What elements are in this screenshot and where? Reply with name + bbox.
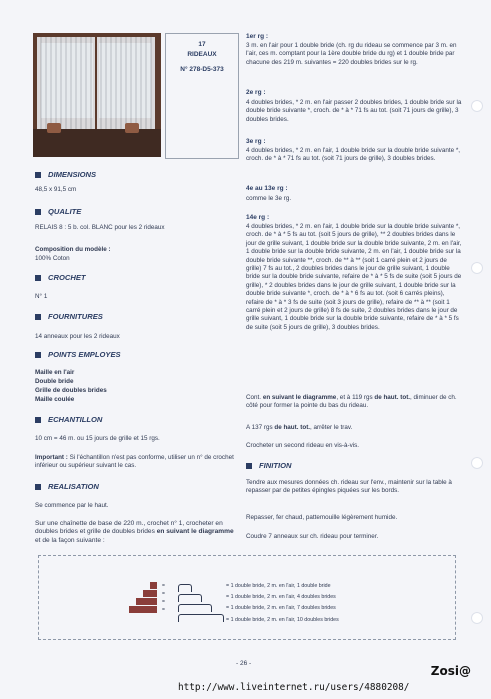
bullet-square: [35, 314, 41, 320]
binder-hole: [471, 262, 483, 274]
legend-cell: [136, 606, 143, 613]
model-number: 17: [198, 41, 206, 48]
legend-item: = 1 double bride, 2 m. en l'air, 1 double bride: [226, 583, 331, 589]
section-points: [35, 350, 121, 359]
row3-title: 3e rg :: [246, 138, 266, 145]
crochet-text: N° 1: [35, 293, 48, 300]
model-title: RIDEAUX: [187, 51, 217, 58]
section-title: ECHANTILLON: [48, 415, 103, 424]
section-title: FOURNITURES: [48, 312, 103, 321]
legend-cell: [150, 606, 157, 613]
continue-mid: , et à 119 rgs: [336, 394, 375, 401]
section-title: FINITION: [259, 461, 292, 470]
section-dimensions: [35, 170, 96, 179]
legend-cell: [150, 598, 157, 605]
stitch-symbol-3: [178, 604, 212, 612]
finition-text1: Tendre aux mesures données ch. rideau sur l'env., maintenir sur la table à repasser par de petites épingles piquées sur les bords.: [246, 479, 452, 495]
binder-hole: [471, 100, 483, 112]
section-crochet: [35, 273, 86, 282]
bullet-square: [35, 172, 41, 178]
continue-bold2: de haut. tot.: [374, 394, 411, 401]
page-number: - 26 -: [236, 660, 252, 667]
important-text: Si l'échantillon n'est pas conforme, utiliser un n° de crochet inférieur ou supérieur suivant le cas.: [35, 454, 234, 470]
dimensions-text: 48,5 x 91,5 cm: [35, 186, 77, 193]
points-item: Double bride: [35, 378, 74, 385]
row4-title: 4e au 13e rg :: [246, 185, 288, 192]
qualite-text: RELAIS 8 : 5 b. col. BLANC pour les 2 rideaux: [35, 224, 165, 231]
row1-title: 1er rg :: [246, 33, 269, 40]
section-fournitures: [35, 312, 103, 321]
bullet-square: [35, 484, 41, 490]
points-item: Maille en l'air: [35, 369, 75, 376]
continue-bold1: en suivant le diagramme: [262, 394, 337, 401]
realisation-text2-end: et de la façon suivante :: [35, 536, 105, 544]
bullet-square: [35, 352, 41, 358]
row2-title: 2e rg :: [246, 89, 266, 96]
window-sill: [33, 129, 161, 157]
continue-text: [246, 394, 464, 411]
model-ref: N° 278-D5-373: [180, 66, 224, 73]
bullet-square: [35, 417, 41, 423]
curtain-left: [37, 37, 95, 132]
a137-bold: de haut. tot.: [274, 424, 311, 431]
composition-text: 100% Coton: [35, 255, 70, 262]
legend-cell: [150, 590, 157, 597]
row1-text: 3 m. en l'air pour 1 double bride (ch. rg du rideau se commence par 3 m. en l'air, ces m. comptant pour la 1ère double bride du rg) et 1 double bride par chacune des 219 m. suivantes = 220 doubles brides sur le rg.: [246, 42, 457, 66]
source-url: http://www.liveinternet.ru/users/4880208/: [178, 682, 410, 693]
important-label: Important :: [35, 454, 68, 461]
echantillon-text: 10 cm = 46 m. ou 15 jours de grille et 15 rgs.: [35, 435, 160, 442]
section-title: POINTS EMPLOYES: [48, 350, 121, 359]
continue-end: , diminuer de ch. côté pour former la pointe du bas du rideau.: [246, 394, 457, 410]
realisation-text2: [35, 520, 240, 545]
legend-cell: [143, 590, 150, 597]
legend-cell: [136, 598, 143, 605]
legend-item: = 1 double bride, 2 m. en l'air, 4 doubles brides: [226, 594, 336, 600]
finition-text2: Repasser, fer chaud, pattemouille légèrement humide.: [246, 514, 398, 521]
signature: Zosi@: [430, 664, 471, 678]
model-title-box: [165, 33, 239, 159]
row4-text: comme le 3e rg.: [246, 195, 292, 202]
curtain-photo: [33, 33, 161, 157]
stitch-symbol-2: [178, 594, 202, 602]
legend-cell: [143, 598, 150, 605]
points-item: Maille coulée: [35, 396, 75, 403]
legend-eq: =: [162, 599, 165, 605]
row14-text: 4 doubles brides, * 2 m. en l'air, 1 double bride sur la double bride suivante *, croch. de * à * 5 fs au tot. (soit 5 jours de grille), ** 2 doubles brides dans le jour de grille suivant, 1 double bride sur la double bride suivante, 2 m. en l'air, 1 double bride sur la double bride suivante, 2 m. en l'air, 1 double bride sur la double bride suivante **, croch. de ** à ** (soit 1 carré plein et 2 jours de grille) 7 fs au tot., 2 doubles brides dans le jour de grille suivant, 1 double bride sur la double bride suivante, refaire de * à * 5 fs de suite (soit 5 jours de grille), * 2 doubles brides dans le jour de grille suivant, 1 double bride sur la double bride suivante *, croch. de * à * 6 fs au tot. (soit 6 carrés pleins), refaire de * à * 3 fs de suite (soit 3 jours de grille), refaire de ** à ** (soit 1 carré plein et 2 jours de grille) 8 fs de suite, 2 doubles brides dans le jour de grille suivant, 1 double bride sur la double bride suivante, refaire de * à * 5 fs de suite (soit 5 jours de grille), 3 doubles brides.: [246, 223, 462, 331]
legend-item: = 1 double bride, 2 m. en l'air, 10 doubles brides: [226, 617, 339, 623]
composition-label: Composition du modèle :: [35, 246, 111, 253]
legend-cell: [129, 606, 136, 613]
row3-text: 4 doubles brides, * 2 m. en l'air, 1 double bride sur la double bride suivante *, croch. de * à * 71 fs au tot. (soit 71 jours de grille), 3 doubles brides.: [246, 147, 461, 163]
flower-pot: [125, 123, 139, 133]
section-qualite: [35, 207, 81, 216]
legend-eq: =: [162, 607, 165, 613]
flower-pot: [47, 123, 61, 133]
stitch-symbol-4: [178, 614, 224, 622]
section-realisation: [35, 482, 99, 491]
second-curtain-text: Crocheter un second rideau en vis-à-vis.: [246, 442, 360, 449]
stitch-symbol-1: [178, 584, 192, 592]
legend-cell: [143, 606, 150, 613]
binder-hole: [471, 457, 483, 469]
bullet-square: [246, 463, 252, 469]
section-title: DIMENSIONS: [48, 170, 97, 179]
section-finition: [246, 461, 291, 470]
realisation-text2-a: Sur une chaînette de base de 220 m., crochet n° 1, crocheter en doubles brides et grille de doubles brides: [35, 520, 223, 536]
continue-a: Cont.: [246, 394, 263, 401]
curtain-right: [97, 37, 155, 132]
important-note: [35, 454, 240, 471]
legend-item: = 1 double bride, 2 m. en l'air, 7 doubles brides: [226, 605, 336, 611]
bullet-square: [35, 275, 41, 281]
section-title: REALISATION: [48, 482, 99, 491]
a137-a: A 137 rgs: [246, 424, 275, 431]
bullet-square: [35, 209, 41, 215]
row2-text: 4 doubles brides, * 2 m. en l'air passer 2 doubles brides, 1 double bride sur la double bride suivante *, croch. de * à * 71 fs au tot. (soit 71 jours de grille), 3 doubles brides.: [246, 99, 462, 123]
points-item: Grille de doubles brides: [35, 387, 107, 394]
legend-eq: =: [162, 591, 165, 597]
a137-end: , arrêter le trav.: [310, 424, 353, 431]
a137-text: [246, 424, 464, 432]
legend-eq: =: [162, 583, 165, 589]
realisation-text1: Se commence par le haut.: [35, 502, 109, 509]
finition-text3: Coudre 7 anneaux sur ch. rideau pour terminer.: [246, 533, 379, 540]
section-echantillon: [35, 415, 102, 424]
realisation-text2-bold: en suivant le diagramme: [156, 528, 234, 536]
binder-hole: [471, 612, 483, 624]
legend-cell: [150, 582, 157, 589]
fournitures-text: 14 anneaux pour les 2 rideaux: [35, 333, 120, 340]
section-title: CROCHET: [48, 273, 86, 282]
row14-title: 14e rg :: [246, 214, 270, 221]
section-title: QUALITE: [48, 207, 82, 216]
